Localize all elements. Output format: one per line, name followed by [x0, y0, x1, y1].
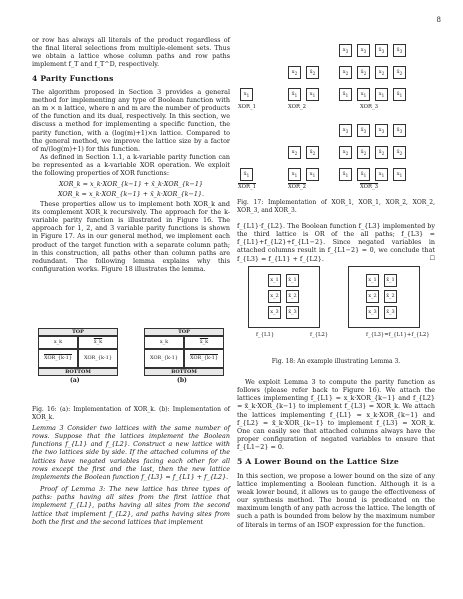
exploit-paragraph: We exploit Lemma 3 to compute the parity function as follows (please refer back to Figure 16). We attach the lattices implementing f_{L1} = x_k·XOR_{k−1} and f_{L2} = x̄_k·XOR_{k−1} to implement f_{L3} = XOR_k. We attach the lattices implementing f_{L1} = x_k·XOR_{k−1} and f_{L2} = x̄_k·XOR_{k−1} to implement f_{L3} = XOR_k. One can easily see that attached columns always have the proper configuration of negated variables to ensure that f_{L1−2} = 0.	[237, 378, 435, 452]
equation-1: XOR_k = x_k·XOR_{k−1} + x̄_k·XOR_{k−1}	[58, 179, 203, 188]
fig16a-cell-xk: x_k	[38, 336, 78, 349]
fig16b-cell-xk: x_k	[144, 336, 184, 349]
proof-conclusion: f_{L1}·f_{L2}. The Boolean function f_{L3} implemented by the third lattice is OR of the all paths; f_{L3} = f_{L1}+f_{L2}+f_{L1−2}. Since negated variables in attached columns result in f_{L1−2} = 0, we conclude that f_{L3} = f_{L1} + f_{L2}.	[237, 222, 435, 263]
section4-paragraph-3: These properties allow us to implement both XOR_k and its complement XOR_k recursively. The approach for the k-variable parity function is illustrated in Figure 16. The approach for 1, 2, and 3 variable parity functions is shown in Figure 17. As in our general method, we implement each product of the target function with a separate column path; in this construction, all paths other than column paths are redundant. The following lemma explains why this configuration works. Figure 18 illustrates the lemma.	[32, 199, 230, 274]
section4-paragraph-1: The algorithm proposed in Section 3 provides a general method for implementing any type of Boolean function with an m × n lattice, where n and m are the number of products of the function and its dual, respectively. In this section, we discuss a method for implementing a specific function, the parity function, with a (log(m)+1)×n lattice. Compared to the general method, we improve the lattice size by a factor of m/(log(m)+1) for this function.	[32, 87, 230, 153]
section5-heading: 5 A Lower Bound on the Lattice Size	[237, 457, 399, 467]
fig17-label-xor3-neg: XOR_3	[360, 184, 379, 190]
right-paragraph-continued	[237, 222, 435, 263]
fig17-label-xor1-neg: XOR_1	[238, 184, 257, 190]
fig16-sub-b: (b)	[177, 377, 187, 384]
proof-lemma-3: Proof of Lemma 3: The new lattice has three types of paths: paths having all sites from the first lattice that implement f_{L1}, paths having all sites from the second lattice that implement f_{L2}, and paths having sites from both the first and the second lattices that implement	[32, 485, 230, 526]
fig18-lattice-1	[248, 266, 320, 328]
lemma-3: Lemma 3 Consider two lattices with the same number of rows. Suppose that the lattices implement the Boolean functions f_{L1} and f_{L2}. Construct a new lattice with the two lattices side by side. If the attached columns of the lattices have negated variables facing each other for all rows except the first and the last, then the new lattice implements the Boolean function f_{L3} = f_{L1} + f_{L2}.	[32, 424, 230, 481]
left-column	[32, 36, 230, 273]
fig16b-box-xor-neg: XOR_{k-1}	[184, 349, 224, 368]
fig17-label-xor3: XOR_3	[360, 104, 379, 110]
fig16b-top-bar: TOP	[144, 328, 224, 336]
fig16a-cell-xk-neg: x̄_k	[78, 336, 118, 349]
fig16a-top-bar: TOP	[38, 328, 118, 336]
equation-2: XOR_k = x_k·XOR_{k−1} + x̄_k·XOR_{k−1}.	[57, 189, 205, 198]
left-column-lower	[32, 424, 230, 526]
fig17-label-xor1: XOR_1	[238, 104, 257, 110]
section5-paragraph-1: In this section, we propose a lower bound on the size of any lattice implementing a Boolean function. Although it is a weak lower bound, it allows us to gauge the effectiveness of our synthesis method. The bound is predicated on the maximum length of any path across the lattice. The length of such a path is bounded from below by the maximum number of literals in terms of an ISOP expression for the function.	[237, 471, 435, 529]
fig17-label-xor2-neg: XOR_2	[288, 184, 307, 190]
figure-17: $x_3$ $x_3$ $x̄_3$ $x̄_3$ $x_2$ $x̄_2$ $x_2$ $x̄_2$ $x_2$ $x̄_2$ $x_1$ $x̄_1$ $x_1$ $x̄_1$ $x_1$ $x_1$ $x̄_1$ XOR_1 XOR_2 XOR_3 $x_3$ $x̄_3$ $x_3$ $x̄_3$ $x_2$ $x̄_2$ $x_2$ $x̄_2$ $x̄_2$ $x̄_2$ $x̄_1$ $x_1$ $x_1$ $x̄_1$ $x̄_1$ $x_1$ $x_1$ XOR_1 XOR_2 XOR_3	[240, 44, 430, 209]
figure-16	[32, 326, 230, 406]
section4-paragraph-2: As defined in Section 1.1, a k-variable parity function can be represented as a k-variable XOR operation. We exploit the following properties of XOR functions:	[32, 153, 230, 178]
fig16-sub-a: (a)	[70, 377, 80, 384]
right-column-lower	[237, 378, 435, 529]
fig18-label-fl1: f_{L1}	[256, 332, 275, 338]
fig16b-cell-xk-neg: x̄_k	[184, 336, 224, 349]
figure-18: x_1 x̄_1 x_2 x̄_2 x_3 x̄_3 x_1 x̄_1 x_2 x̄_2 x_3 x̄_3 f_{L1} f_{L2} f_{L3}=f_{L1}+f_{L2}	[248, 266, 438, 358]
figure-16-caption: Fig. 16: (a): Implementation of XOR_k. (b): Implementation of XOR_k.	[32, 406, 230, 421]
figure-18-caption: Fig. 18: An example illustrating Lemma 3.	[271, 358, 401, 365]
fig16a-box-xor: XOR_{k-1}	[78, 349, 118, 368]
section4-heading: 4 Parity Functions	[32, 73, 114, 83]
fig16a-box-xor-neg: XOR_{k-1}	[38, 349, 78, 368]
fig16b-bottom-bar: BOTTOM	[144, 368, 224, 376]
fig17-label-xor2: XOR_2	[288, 104, 307, 110]
figure-17-caption: Fig. 17: Implementation of XOR_1, XOR_1, XOR_2, XOR_2, XOR_3, and XOR_3.	[237, 199, 435, 214]
intro-paragraph: or row has always all literals of the product regardless of the final literal selections from multiple-element sets. Thus we obtain a lattice whose column paths and row paths implement f_T and f_T^D, respectively.	[32, 36, 230, 69]
fig18-label-fl3: f_{L3}=f_{L1}+f_{L2}	[366, 332, 430, 338]
page-number: 8	[436, 16, 441, 24]
fig16b-box-xor: XOR_{k-1}	[144, 349, 184, 368]
fig18-label-fl2: f_{L2}	[310, 332, 329, 338]
qed-symbol: ☐	[429, 254, 435, 262]
fig16a-bottom-bar: BOTTOM	[38, 368, 118, 376]
